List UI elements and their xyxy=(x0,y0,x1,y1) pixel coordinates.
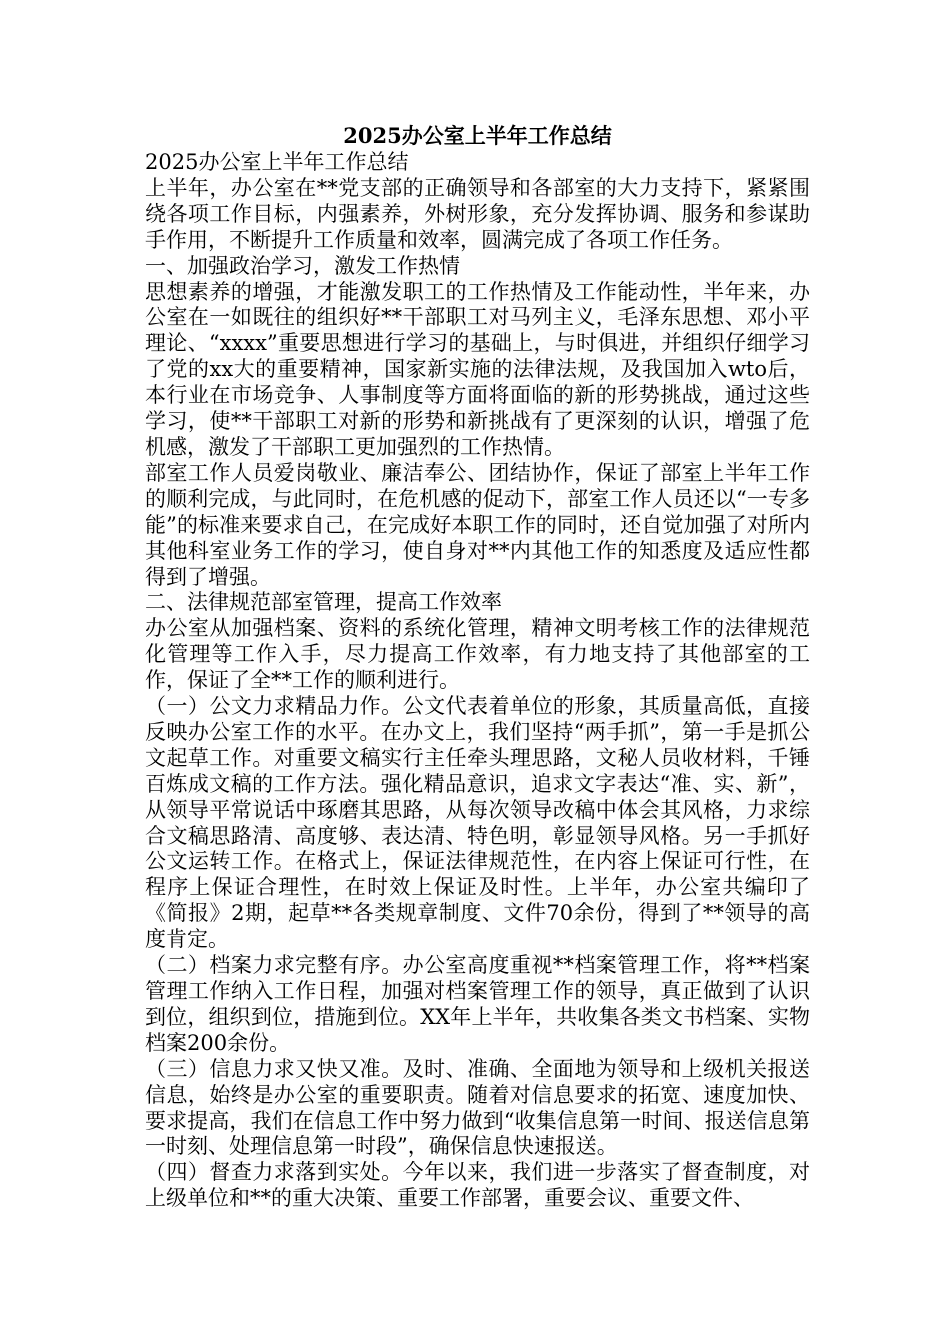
section-heading-1: 一、加强政治学习，激发工作热情 xyxy=(145,253,460,278)
paragraph-2-4: （四）督查力求落到实处。今年以来，我们进一步落实了督查制度，对上级单位和**的重大决策、重要工作部署，重要会议、重要文件、 xyxy=(145,1160,810,1211)
paragraph-subtitle: 2025办公室上半年工作总结 xyxy=(145,150,409,174)
paragraph-2-2: （二）档案力求完整有序。办公室高度重视**档案管理工作，将**档案管理工作纳入工作日程，加强对档案管理工作的领导，真正做到了认识到位，组织到位，措施到位。XX年上半年，共收集各类文书档案、实物档案200余份。 xyxy=(145,953,810,1055)
section-heading-2: 二、法律规范部室管理，提高工作效率 xyxy=(145,590,502,615)
paragraph-2-1: （一）公文力求精品力作。公文代表着单位的形象，其质量高低，直接反映办公室工作的水平。在办文上，我们坚持“两手抓”，第一手是抓公文起草工作。对重要文稿实行主任牵头理思路，文秘人员收材料，千锤百炼成文稿的工作方法。强化精品意识，追求文字表达“准、实、新”，从领导平常说话中琢磨其思路，从每次领导改稿中体会其风格，力求综合文稿思路清、高度够、表达清、特色明，彰显领导风格。另一手抓好公文运转工作。在格式上，保证法律规范性，在内容上保证可行性，在程序上保证合理性，在时效上保证及时性。上半年，办公室共编印了《简报》2期，起草**各类规章制度、文件70余份，得到了**领导的高度肯定。 xyxy=(145,694,810,952)
paragraph-2-intro: 办公室从加强档案、资料的系统化管理，精神文明考核工作的法律规范化管理等工作入手，尽力提高工作效率，有力地支持了其他部室的工作，保证了全**工作的顺利进行。 xyxy=(145,616,810,693)
paragraph-1-1: 思想素养的增强，才能激发职工的工作热情及工作能动性，半年来，办公室在一如既往的组织好**干部职工对马列主义，毛泽东思想、邓小平理论、“xxxx”重要思想进行学习的基础上，与时俱进，并组织仔细学习了党的xx大的重要精神，国家新实施的法律法规，及我国加入wto后，本行业在市场竞争、人事制度等方面将面临的新的形势挑战，通过这些学习，使**干部职工对新的形势和新挑战有了更深刻的认识，增强了危机感，激发了干部职工更加强烈的工作热情。 xyxy=(145,279,810,459)
paragraph-intro: 上半年，办公室在**党支部的正确领导和各部室的大力支持下，紧紧围绕各项工作目标，内强素养，外树形象，充分发挥协调、服务和参谋助手作用，不断提升工作质量和效率，圆满完成了各项工作任务。 xyxy=(145,175,810,252)
paragraph-2-3: （三）信息力求又快又准。及时、准确、全面地为领导和上级机关报送信息，始终是办公室的重要职责。随着对信息要求的拓宽、速度加快、要求提高，我们在信息工作中努力做到“收集信息第一时间、报送信息第一时刻、处理信息第一时段”，确保信息快速报送。 xyxy=(145,1056,810,1159)
document-title: 2025办公室上半年工作总结 xyxy=(343,123,612,148)
document-page xyxy=(145,122,810,1212)
paragraph-1-2: 部室工作人员爱岗敬业、廉洁奉公、团结协作，保证了部室上半年工作的顺利完成，与此同时，在危机感的促动下，部室工作人员还以“一专多能”的标准来要求自己，在完成好本职工作的同时，还自觉加强了对所内其他科室业务工作的学习，使自身对**内其他工作的知悉度及适应性都得到了增强。 xyxy=(145,460,810,589)
